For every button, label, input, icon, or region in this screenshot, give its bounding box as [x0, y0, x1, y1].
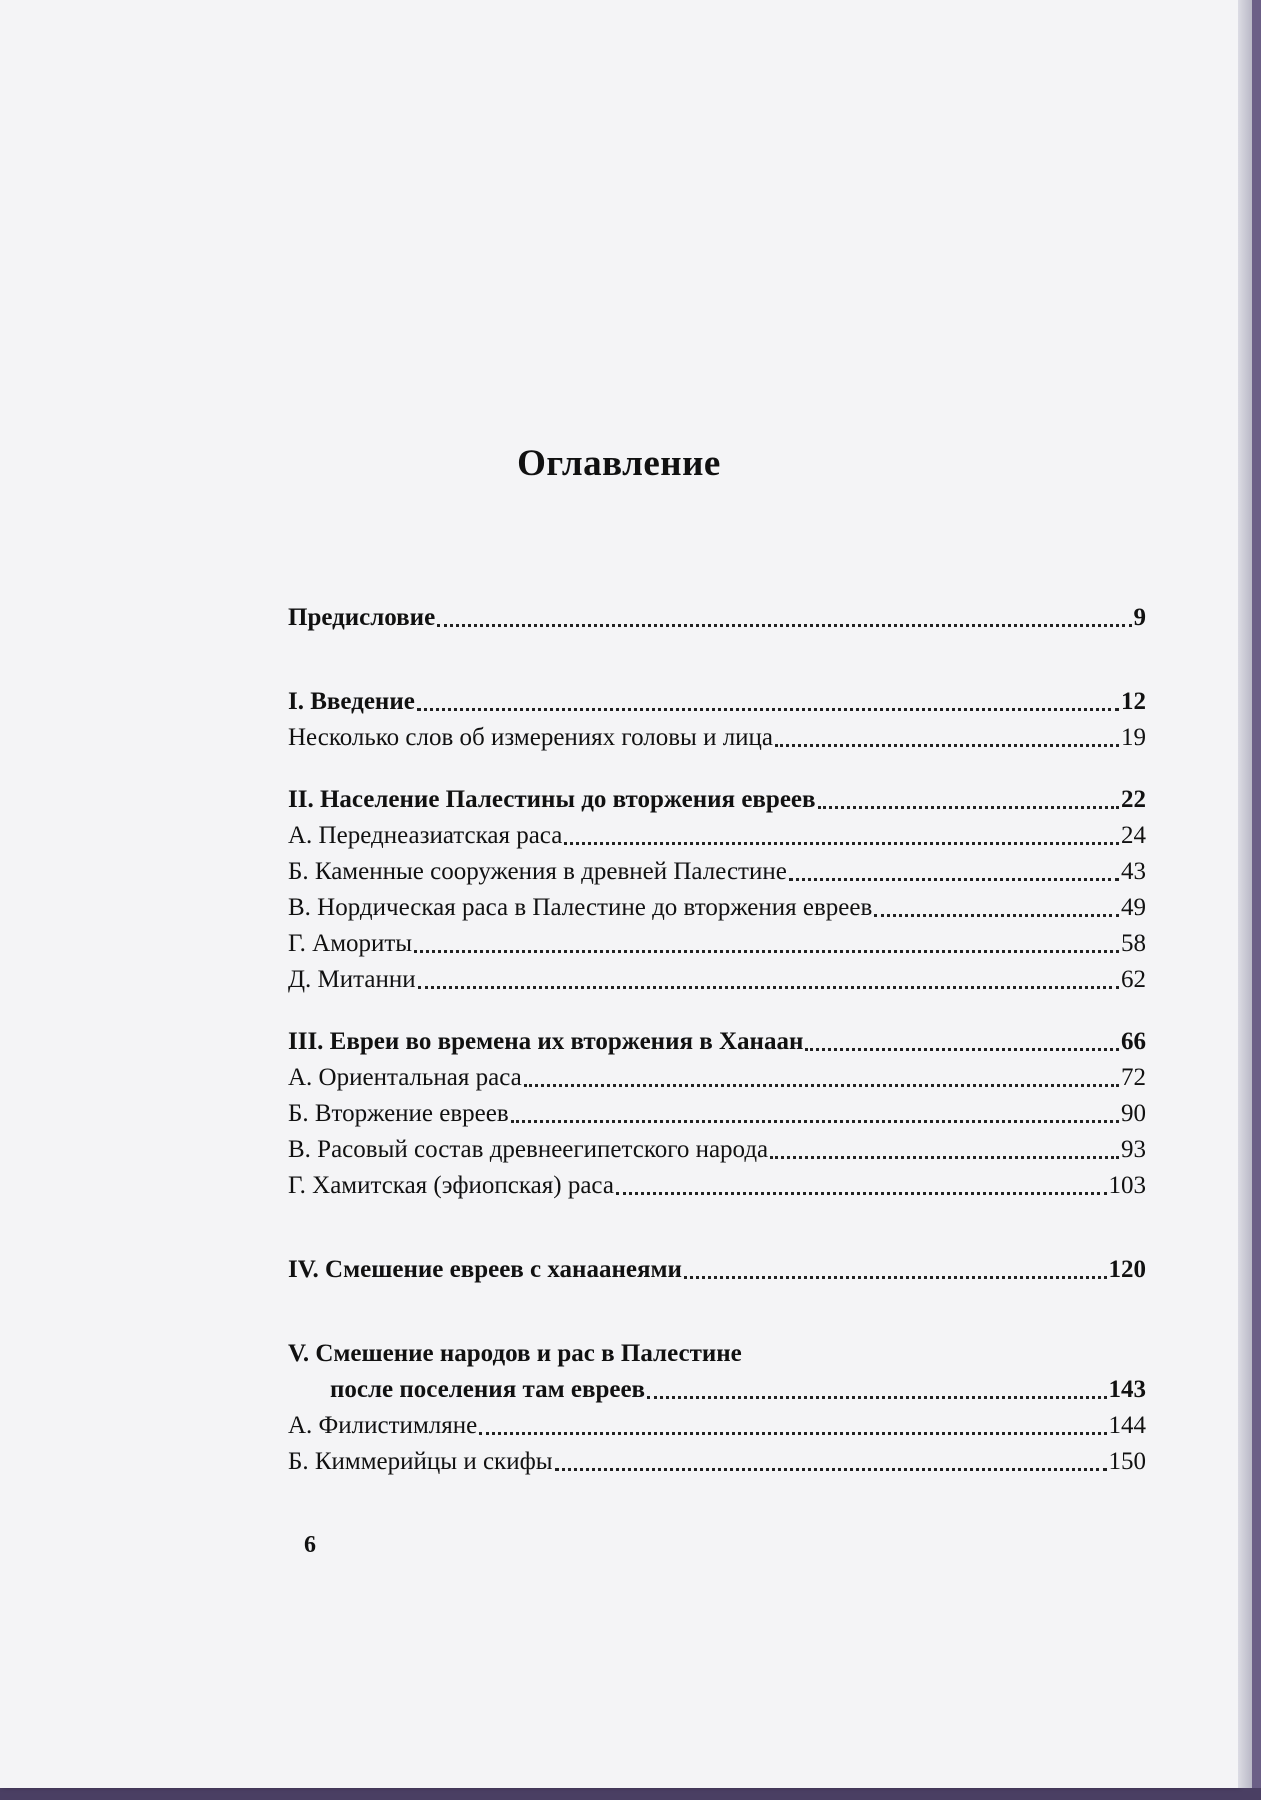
toc-entry-label: II. Население Палестины до вторжения евреев: [288, 786, 816, 813]
toc-entry-label: А. Филистимляне: [288, 1412, 478, 1439]
toc-entry-label: Б. Каменные сооружения в древней Палестине: [288, 858, 787, 885]
toc-entry-label: Г. Хамитская (эфиопская) раса: [288, 1172, 614, 1199]
toc-entry: [288, 818, 1146, 854]
toc-entry-page: 103: [1108, 1172, 1146, 1199]
toc-entry-label: Б. Киммерийцы и скифы: [288, 1448, 553, 1475]
page-number: 6: [304, 1532, 316, 1558]
toc-entry-page: 49: [1121, 894, 1146, 921]
toc-dot-leader: [684, 1276, 1107, 1279]
toc-entry-page: 72: [1121, 1064, 1146, 1091]
toc-dot-leader: [775, 744, 1119, 747]
toc-entry: [288, 1372, 1146, 1408]
toc-entry: [288, 1168, 1146, 1204]
toc-dot-leader: [805, 1048, 1119, 1051]
toc-entry-label: I. Введение: [288, 688, 415, 715]
toc-entry-page: 58: [1121, 930, 1146, 957]
toc-entry: [288, 1096, 1146, 1132]
toc-entry-label: В. Нордическая раса в Палестине до вторжения евреев: [288, 894, 873, 921]
toc-entry-page: 43: [1121, 858, 1146, 885]
toc-entry-page: 12: [1121, 688, 1146, 715]
toc-entry-page: 66: [1121, 1028, 1146, 1055]
toc-entry-page: 143: [1108, 1376, 1146, 1403]
toc-dot-leader: [437, 624, 1131, 627]
toc-entry-title-line: V. Смешение народов и рас в Палестине: [288, 1340, 742, 1367]
toc-entry: [288, 1024, 1146, 1060]
toc-entry-label: Предисловие: [288, 604, 436, 631]
toc-entry: [288, 1444, 1146, 1480]
toc-entry-label: после поселения там евреев: [330, 1376, 646, 1403]
toc-entry: [288, 890, 1146, 926]
toc-dot-leader: [616, 1192, 1107, 1195]
toc-entry-page: 150: [1108, 1448, 1146, 1475]
toc-dot-leader: [647, 1396, 1106, 1399]
toc-entry: [288, 926, 1146, 962]
toc-dot-leader: [414, 950, 1119, 953]
toc-entry-page: 120: [1108, 1256, 1146, 1283]
toc-entry-label: Г. Амориты: [288, 930, 413, 957]
toc-dot-leader: [524, 1084, 1119, 1087]
toc-entry: [288, 1252, 1146, 1288]
toc-dot-leader: [770, 1156, 1119, 1159]
toc-entry-label: III. Евреи во времена их вторжения в Ханаан: [288, 1028, 804, 1055]
toc-dot-leader: [511, 1120, 1119, 1123]
toc-dot-leader: [874, 914, 1119, 917]
toc-entry-label: IV. Смешение евреев с ханаанеями: [288, 1256, 682, 1283]
table-of-contents: [288, 600, 1146, 1480]
toc-entry: [288, 962, 1146, 998]
toc-entry-page: 19: [1121, 724, 1146, 751]
toc-entry: [288, 782, 1146, 818]
toc-entry: [288, 720, 1146, 756]
toc-entry: [288, 600, 1146, 636]
toc-entry-page: 144: [1108, 1412, 1146, 1439]
toc-dot-leader: [564, 842, 1119, 845]
toc-entry-label: В. Расовый состав древнеегипетского народа: [288, 1136, 769, 1163]
toc-dot-leader: [789, 878, 1119, 881]
toc-entry-page: 62: [1121, 966, 1146, 993]
toc-dot-leader: [818, 806, 1119, 809]
toc-entry-page: 93: [1121, 1136, 1146, 1163]
toc-entry-label: Несколько слов об измерениях головы и лица: [288, 724, 774, 751]
toc-entry-page: 22: [1121, 786, 1146, 813]
toc-entry-label: А. Переднеазиатская раса: [288, 822, 563, 849]
toc-entry-label: Б. Вторжение евреев: [288, 1100, 509, 1127]
toc-entry: [288, 854, 1146, 890]
page-title: Оглавление: [517, 443, 721, 484]
book-cover-edge: [1252, 0, 1261, 1788]
toc-dot-leader: [417, 708, 1119, 711]
toc-entry: [288, 1132, 1146, 1168]
toc-dot-leader: [418, 986, 1119, 989]
toc-entry: [288, 1060, 1146, 1096]
page-edge: [1238, 0, 1252, 1788]
toc-entry-page: 9: [1133, 604, 1146, 631]
toc-entry-page: 24: [1121, 822, 1146, 849]
toc-entry-label: Д. Митанни: [288, 966, 416, 993]
toc-entry-label: А. Ориентальная раса: [288, 1064, 522, 1091]
toc-entry: [288, 1408, 1146, 1444]
toc-dot-leader: [555, 1468, 1107, 1471]
toc-entry: [288, 684, 1146, 720]
toc-dot-leader: [479, 1432, 1106, 1435]
toc-entry-page: 90: [1121, 1100, 1146, 1127]
